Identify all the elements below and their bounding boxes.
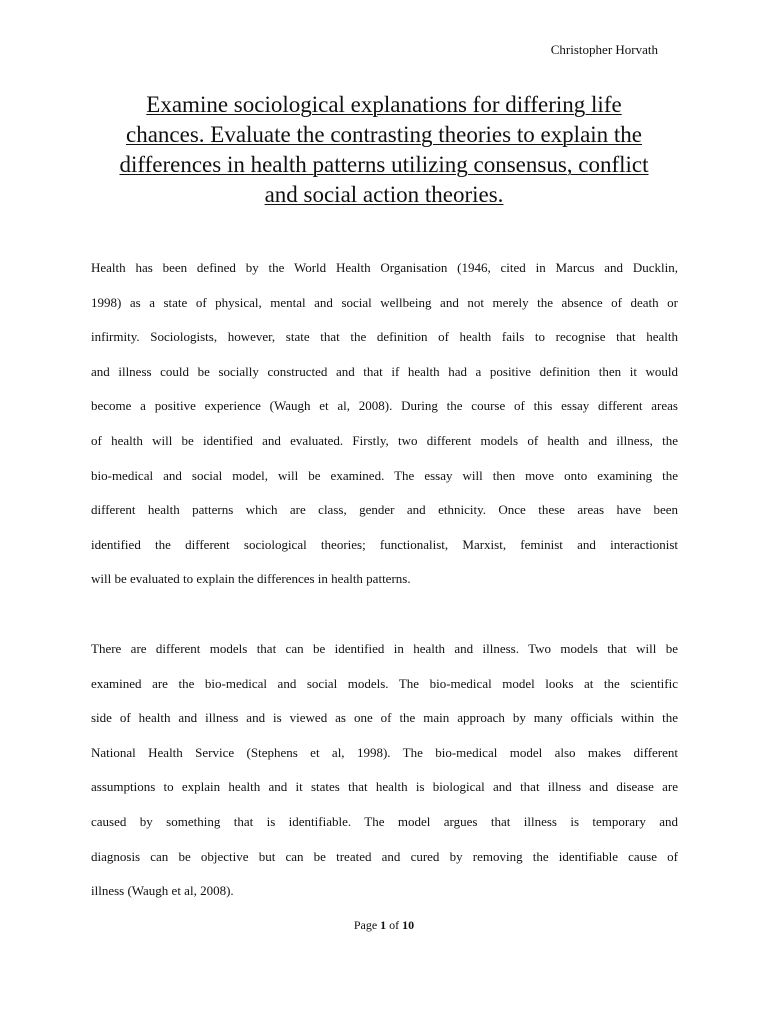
paragraph-line: infirmity. Sociologists, however, state that the definition of health fails to recognise that health — [91, 329, 678, 345]
paragraph-line: National Health Service (Stephens et al, 1998). The bio-medical model also makes different — [91, 744, 678, 760]
paragraph-line: different health patterns which are class, gender and ethnicity. Once these areas have been — [91, 502, 678, 518]
paragraph-line: examined are the bio-medical and social models. The bio-medical model looks at the scientific — [91, 675, 678, 691]
title-line: Examine sociological explanations for differing life — [146, 92, 622, 117]
paragraph-line: caused by something that is identifiable. The model argues that illness is temporary and — [91, 813, 678, 829]
of-word: of — [389, 918, 400, 932]
paragraph-line: of health will be identified and evaluated. Firstly, two different models of health and illness, the — [91, 432, 678, 448]
page-number — [0, 917, 768, 933]
paragraph-line: bio-medical and social model, will be examined. The essay will then move onto examining the — [91, 467, 678, 483]
page-total: 10 — [402, 918, 415, 932]
paragraph-line: and illness could be socially constructed and that if health had a positive definition then it would — [91, 363, 678, 379]
page-current: 1 — [380, 918, 387, 932]
title-line: chances. Evaluate the contrasting theories to explain the — [125, 122, 643, 147]
page-word: Page — [353, 918, 378, 932]
body-paragraph-2 — [91, 641, 678, 918]
title-line: and social action theories. — [264, 182, 504, 207]
paragraph-line: diagnosis can be objective but can be treated and cured by removing the identifiable cause of — [91, 848, 678, 864]
title-line: differences in health patterns utilizing consensus, conflict — [119, 152, 649, 177]
paragraph-line: side of health and illness and is viewed as one of the main approach by many officials within the — [91, 710, 678, 726]
paragraph-line: become a positive experience (Waugh et al, 2008). During the course of this essay different areas — [91, 398, 678, 414]
paragraph-line: There are different models that can be identified in health and illness. Two models that will be — [91, 641, 678, 656]
paragraph-line: Health has been defined by the World Health Organisation (1946, cited in Marcus and Ducklin, — [91, 260, 678, 275]
paragraph-line: illness (Waugh et al, 2008). — [91, 883, 234, 899]
paragraph-line: assumptions to explain health and it states that health is biological and that illness and disease are — [91, 779, 678, 795]
essay-title — [80, 90, 688, 210]
header-author: Christopher Horvath — [550, 42, 658, 57]
body-paragraph-1 — [91, 260, 678, 606]
paragraph-line: identified the different sociological theories; functionalist, Marxist, feminist and interactionist — [91, 536, 678, 552]
paragraph-line: 1998) as a state of physical, mental and social wellbeing and not merely the absence of death or — [91, 294, 678, 310]
paragraph-line: will be evaluated to explain the differences in health patterns. — [91, 571, 411, 587]
